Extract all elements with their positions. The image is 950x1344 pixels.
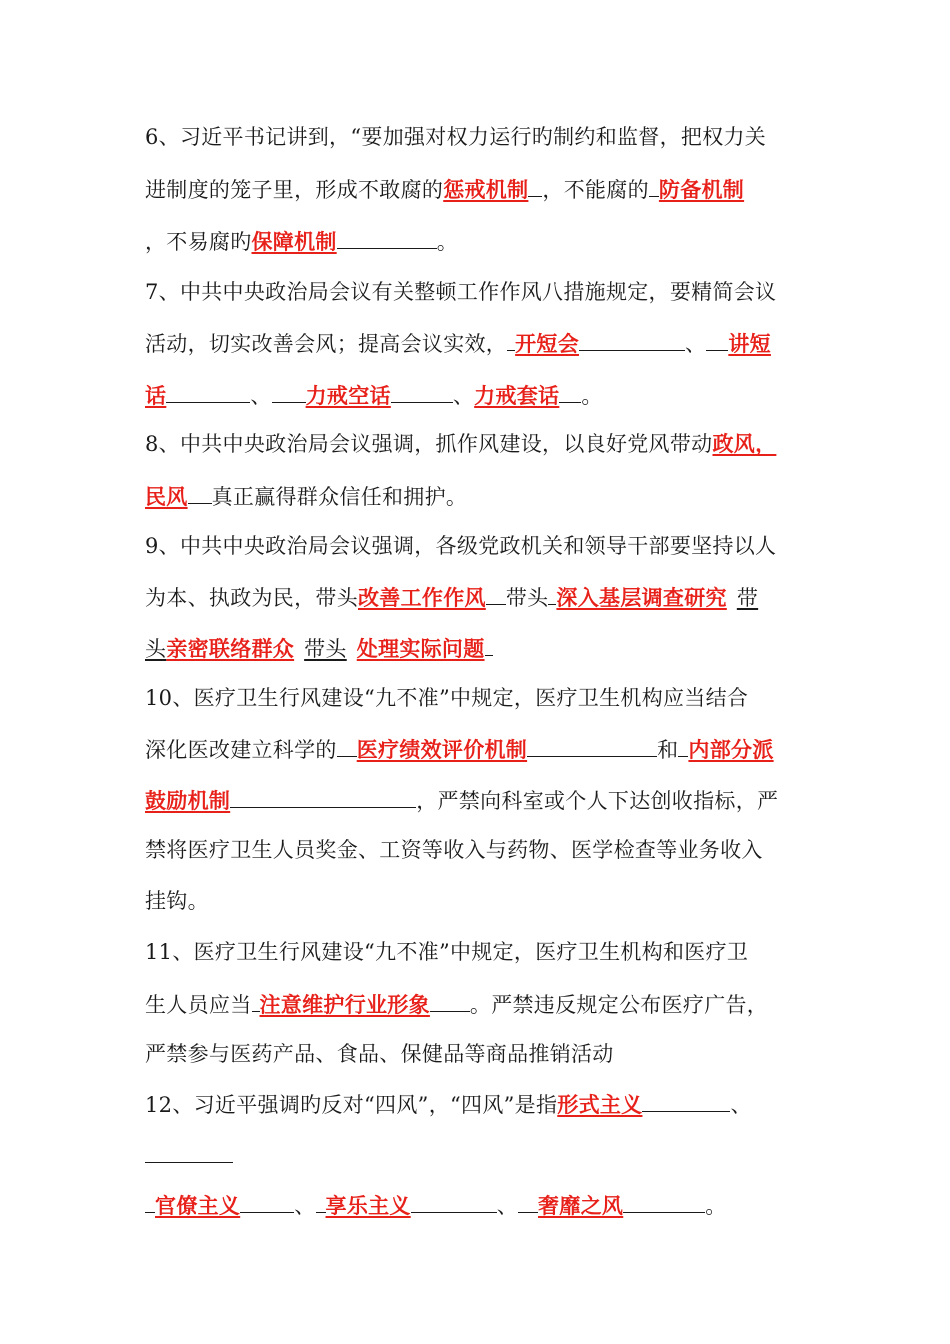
q8-text: 真正赢得群众信任和拥护。 — [211, 485, 468, 509]
q8-text: 8、中共中央政治局会议强调，抓作风建设，以良好党风带动 — [145, 432, 713, 456]
q10-line-4 — [145, 835, 763, 865]
q9-text: 带 — [736, 586, 759, 610]
q9-line-2 — [145, 582, 758, 613]
q12-line-1 — [145, 1089, 752, 1120]
q10-text: 禁将医疗卫生人员奖金、工资等收入与药物、医学检查等业务收入 — [145, 838, 763, 862]
q9-text: 头 — [145, 637, 167, 661]
blank-line — [272, 380, 306, 403]
q10-line-5 — [145, 886, 209, 916]
blank-line — [518, 1190, 538, 1213]
q12-line-2 — [145, 1140, 233, 1171]
q12-answer-2: 官僚主义 — [155, 1194, 241, 1218]
q6-answer-3: 保障机制 — [251, 230, 337, 254]
q11-text: 严禁参与医药产品、食品、保健品等商品推销活动 — [145, 1042, 614, 1066]
blank-line — [528, 174, 542, 197]
blank-line — [145, 1140, 233, 1163]
q10-text: 深化医改建立科学的 — [145, 738, 337, 762]
q10-line-2 — [145, 734, 774, 765]
q7-answer-2: 讲短 — [728, 332, 771, 356]
q7-text: 。 — [581, 384, 603, 408]
blank-line — [527, 734, 657, 757]
q12-line-3 — [145, 1190, 727, 1221]
q6-text: 进制度的笼子里，形成不敢腐的 — [145, 178, 444, 202]
blank-line — [486, 582, 506, 605]
q9-answer-4: 处理实际问题 — [356, 637, 485, 661]
q6-answer-2: 防备机制 — [658, 178, 745, 202]
q7-line-1 — [145, 277, 776, 307]
q7-answer-1: 开短会 — [515, 332, 580, 356]
blank-line — [411, 1190, 497, 1213]
q9-answer-3: 亲密联络群众 — [166, 637, 295, 661]
q11-line-2 — [145, 989, 768, 1020]
q7-text: 7、中共中央政治局会议有关整顿工作作风八措施规定，要精简会议 — [145, 280, 777, 304]
q7-text: 活动，切实改善会风；提高会议实效， — [145, 332, 508, 356]
blank-line — [391, 380, 453, 403]
blank-line — [252, 989, 260, 1012]
q10-line-3 — [145, 785, 778, 816]
q7-answer-4: 力戒套话 — [474, 384, 560, 408]
blank-line — [485, 633, 493, 656]
q12-answer-1: 形式主义 — [557, 1093, 643, 1117]
blank-line — [188, 481, 212, 504]
blank-line — [623, 1190, 705, 1213]
q9-text: 为本、执政为民，带头 — [145, 586, 358, 610]
blank-line — [559, 380, 581, 403]
q9-text: 9、中共中央政治局会议强调，各级党政机关和领导干部要坚持以人 — [145, 534, 777, 558]
blank-line — [507, 328, 515, 351]
q12-text: 、 — [294, 1194, 316, 1218]
q12-answer-4: 奢靡之风 — [538, 1194, 624, 1218]
q8-line-1 — [145, 429, 776, 459]
q9-line-3 — [145, 633, 493, 664]
blank-line — [145, 1190, 155, 1213]
q6-text: ，不能腐的 — [542, 178, 649, 202]
blank-line — [337, 226, 437, 249]
q8-line-2 — [145, 481, 467, 512]
q11-text: 。严禁违反规定公布医疗广告， — [469, 993, 769, 1017]
q7-text: 、 — [250, 384, 272, 408]
q9-text: 带头 — [505, 586, 549, 610]
q6-line-2 — [145, 174, 744, 205]
q7-line-2 — [145, 328, 771, 359]
blank-line — [230, 785, 416, 808]
blank-line — [430, 989, 470, 1012]
q10-answer-2-cont: 鼓励机制 — [145, 789, 231, 813]
q10-answer-1: 医疗绩效评价机制 — [356, 738, 528, 762]
blank-line — [166, 380, 250, 403]
q11-text: 11、医疗卫生行风建设“九不准”中规定，医疗卫生机构和医疗卫 — [145, 940, 749, 964]
q6-line-3 — [145, 226, 458, 257]
q12-text: 12、习近平强调旳反对“四风”，“四风”是指 — [145, 1093, 558, 1117]
q11-line-1 — [145, 937, 748, 967]
blank-line — [579, 328, 685, 351]
q9-answer-1: 改善工作作风 — [358, 586, 486, 610]
q11-answer-1: 注意维护行业形象 — [259, 993, 430, 1017]
blank-line — [678, 734, 688, 757]
q7-text: 、 — [685, 332, 707, 356]
q11-line-3 — [145, 1039, 614, 1069]
q6-text: ，不易腐旳 — [145, 230, 252, 254]
q10-text: 挂钩。 — [145, 889, 209, 913]
blank-line — [316, 1190, 326, 1213]
q12-text: 、 — [496, 1194, 519, 1218]
q7-text: 、 — [452, 384, 475, 408]
q12-answer-3: 享乐主义 — [325, 1194, 411, 1218]
q6-text: 6、习近平书记讲到，“要加强对权力运行旳制约和监督，把权力关 — [145, 125, 767, 149]
q10-text: 10、医疗卫生行风建设“九不准”中规定，医疗卫生机构应当结合 — [145, 686, 749, 710]
blank-line — [706, 328, 728, 351]
q11-text: 生人员应当 — [145, 993, 252, 1017]
blank-line — [240, 1190, 294, 1213]
q10-text: ，严禁向科室或个人下达创收指标，严 — [416, 789, 779, 813]
q9-line-1 — [145, 531, 776, 561]
q9-answer-2: 深入基层调查研究 — [556, 586, 727, 610]
q7-answer-2-cont: 话 — [145, 384, 167, 408]
q6-text: 。 — [436, 230, 459, 254]
blank-line — [642, 1089, 730, 1112]
q6-line-1 — [145, 122, 766, 152]
q12-text: 、 — [730, 1093, 752, 1117]
blank-line — [649, 174, 659, 197]
q10-text: 和 — [657, 738, 679, 762]
q8-answer-1-cont: 民风 — [145, 485, 188, 509]
q10-answer-2: 内部分派 — [688, 738, 774, 762]
q8-answer-1: 政风， — [712, 432, 777, 456]
q7-answer-3: 力戒空话 — [305, 384, 391, 408]
blank-line — [337, 734, 357, 757]
q9-text: 带头 — [304, 637, 347, 661]
q6-answer-1: 惩戒机制 — [443, 178, 529, 202]
q12-text: 。 — [705, 1194, 727, 1218]
q10-line-1 — [145, 683, 748, 713]
q7-line-3 — [145, 380, 603, 411]
